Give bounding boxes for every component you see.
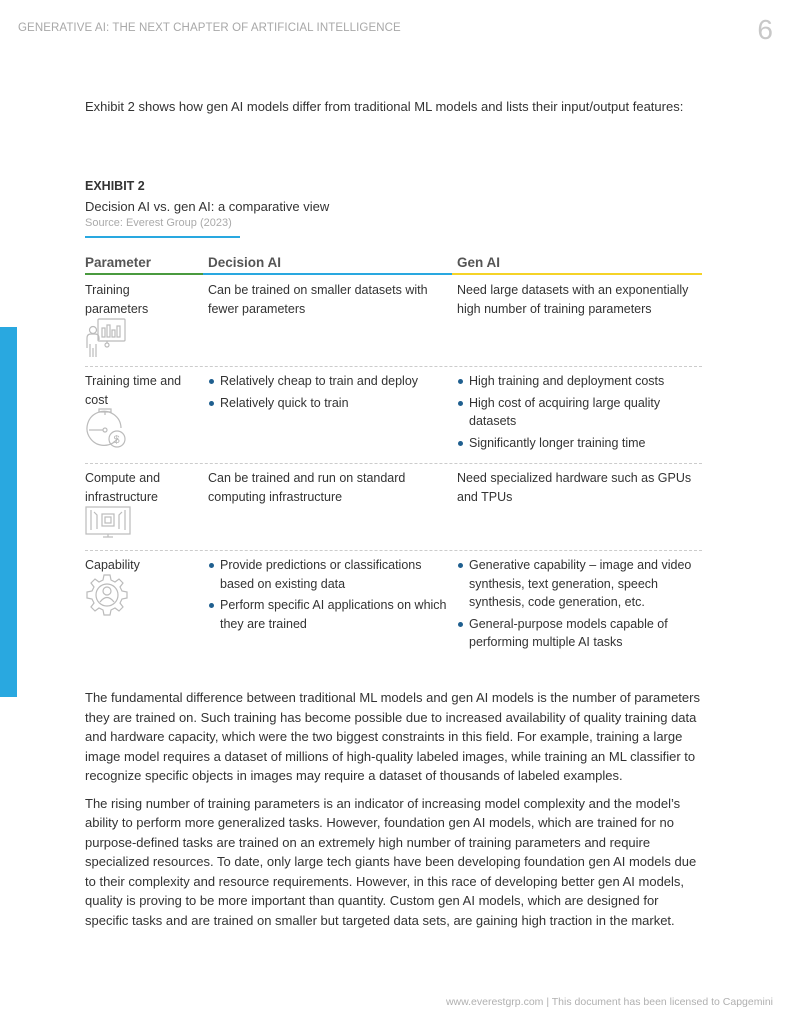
stopwatch-dollar-icon [85, 408, 129, 450]
row-divider [85, 463, 702, 464]
body-paragraph: The fundamental difference between traditional ML models and gen AI models is the number of parameters they are trained on. Such training has become possible due to increased availability of quality training data and hardware capacity, which were the two biggest constraints in this field. For example, training a large image model requires a dataset of millions of high-quality labeled images, while training an ML classifier to recognize specific objects in images may require a dataset of thousands of labeled examples. [85, 690, 700, 783]
gen-cell [457, 556, 705, 655]
bullet-item: General-purpose models capable of performing multiple AI tasks [457, 615, 705, 652]
column-header-gen-ai: Gen AI [457, 255, 501, 270]
decision-cell [208, 556, 448, 636]
exhibit-title: Decision AI vs. gen AI: a comparative view [85, 199, 330, 214]
bullet-item: High cost of acquiring large quality datasets [457, 394, 702, 431]
decision-cell [208, 372, 448, 415]
exhibit-source: Source: Everest Group (2023) [85, 217, 232, 229]
gen-underline [452, 273, 702, 275]
exhibit-divider [85, 236, 240, 238]
bullet-item: Provide predictions or classifications based on existing data [208, 556, 448, 593]
exhibit-label: EXHIBIT 2 [85, 179, 145, 193]
decision-underline [203, 273, 452, 275]
row-divider [85, 550, 702, 551]
svg-text:$: $ [113, 434, 120, 446]
gen-cell [457, 372, 702, 455]
body-text [85, 688, 705, 938]
bullet-item: High training and deployment costs [457, 372, 702, 391]
gen-cell: Need large datasets with an exponentially high number of training parameters [457, 283, 689, 316]
row-parameter: Training time and cost [85, 374, 182, 407]
running-header: GENERATIVE AI: THE NEXT CHAPTER OF ARTIFICIAL INTELLIGENCE [18, 22, 401, 34]
column-header-parameter: Parameter [85, 255, 152, 270]
bullet-item: Perform specific AI applications on which they are trained [208, 596, 448, 633]
row-divider [85, 366, 702, 367]
gen-cell: Need specialized hardware such as GPUs and TPUs [457, 471, 692, 504]
bullet-item: Relatively cheap to train and deploy [208, 372, 448, 391]
presentation-chart-icon [85, 318, 127, 358]
footer: www.everestgrp.com | This document has been licensed to Capgemini [445, 996, 773, 1008]
gear-person-icon [85, 573, 129, 617]
row-parameter: Training parameters [85, 283, 149, 316]
row-parameter: Capability [85, 558, 140, 572]
parameter-underline [85, 273, 203, 275]
page-number: 6 [757, 14, 773, 45]
bullet-item: Relatively quick to train [208, 394, 448, 413]
column-header-decision-ai: Decision AI [208, 255, 282, 270]
row-parameter: Compute and infrastructure [85, 471, 161, 504]
intro-paragraph: Exhibit 2 shows how gen AI models differ from traditional ML models and lists their input/output features: [85, 99, 684, 114]
bullet-item: Significantly longer training time [457, 434, 702, 453]
accent-sidebar [0, 327, 17, 697]
body-paragraph: The rising number of training parameters is an indicator of increasing model complexity and the model’s ability to perform more generalized tasks. However, foundation gen AI models, which are trained for no purpose-defined tasks are trained on an extremely high number of training parameters and require specialized resources. To date, only large tech giants have been developing foundation gen AI models due to their complexity and resource requirements. However, in this race of developing better gen AI models, quality is proving to be more important than quantity. Custom gen AI models, which are designed for specific tasks and are trained on smaller but targeted data sets, are gaining high traction in the market. [85, 795, 697, 928]
chip-monitor-icon [85, 506, 131, 538]
bullet-item: Generative capability – image and video synthesis, text generation, speech synthesis, code generation, etc. [457, 556, 705, 612]
decision-cell: Can be trained on smaller datasets with fewer parameters [208, 283, 428, 316]
decision-cell: Can be trained and run on standard computing infrastructure [208, 471, 406, 504]
